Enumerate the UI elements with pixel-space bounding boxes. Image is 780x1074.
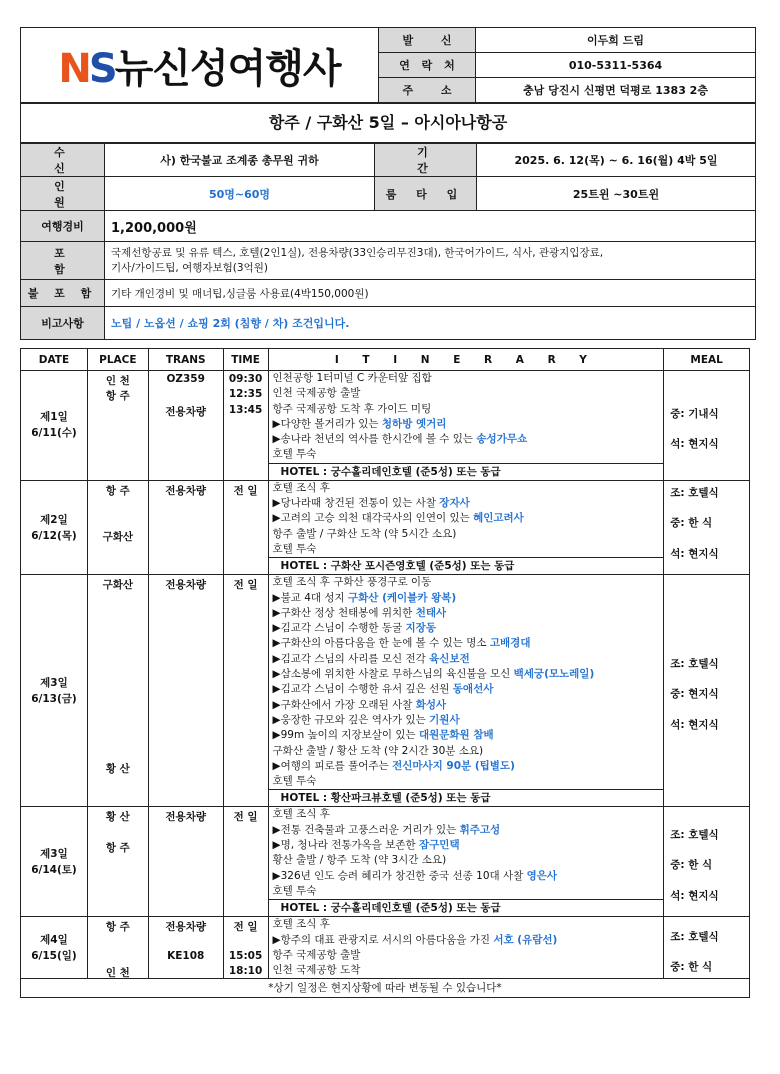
place: 인 천 bbox=[105, 967, 130, 980]
itinerary-line bbox=[273, 774, 660, 789]
itinerary-line bbox=[273, 371, 660, 386]
meal: 조: 호텔식 bbox=[670, 828, 719, 841]
itinerary-text: 호텔 조식 후 bbox=[272, 918, 330, 931]
place-cell bbox=[87, 807, 148, 917]
place-header: PLACE bbox=[87, 349, 148, 371]
place: 항 주 bbox=[105, 921, 130, 934]
hotel-line: HOTEL : 구화산 포시즌영호텔 (준5성) 또는 동급 bbox=[269, 557, 664, 574]
include-line-1: 국제선항공료 및 유류 텍스, 호텔(2인1실), 전용차량(33인승리무진3대), 한국어가이드, 식사, 관광지입장료, bbox=[111, 246, 604, 259]
itinerary-text: ▶여행의 피로를 풀어주는 bbox=[272, 759, 393, 772]
schedule-header-row bbox=[21, 349, 750, 371]
itinerary-text: ▶99m 높이의 지장보살이 있는 bbox=[272, 729, 419, 742]
header-table bbox=[20, 27, 756, 103]
schedule-day-row bbox=[21, 917, 750, 979]
meal-header: MEAL bbox=[664, 349, 750, 371]
meal: 석: 현지식 bbox=[670, 889, 719, 902]
itinerary-text: 호텔 투숙 bbox=[272, 542, 317, 555]
sender-value: 이두희 드림 bbox=[476, 28, 756, 53]
note-value: 노팁 / 노옵션 / 쇼핑 2회 (침향 / 차) 조건입니다. bbox=[105, 307, 756, 340]
transport-cell bbox=[148, 575, 223, 807]
itinerary-text: ▶구화산의 아름다움을 한 눈에 볼 수 있는 명소 bbox=[272, 637, 490, 650]
day-date bbox=[21, 917, 88, 979]
include-line-2: 기사/가이드팁, 여행자보험(3억원) bbox=[111, 261, 268, 274]
meal: 조: 호텔식 bbox=[670, 657, 719, 670]
itinerary-highlight: 송성가무쇼 bbox=[476, 433, 528, 446]
place-cell bbox=[87, 917, 148, 979]
itinerary-line bbox=[273, 636, 660, 651]
itinerary-highlight: 청하방 옛거리 bbox=[381, 417, 447, 430]
itinerary-line bbox=[273, 432, 660, 447]
include-label: 포 함 bbox=[21, 242, 105, 280]
schedule-day-row bbox=[21, 575, 750, 807]
itinerary-text: ▶고려의 고승 의천 대각국사의 인연이 있는 bbox=[272, 512, 474, 525]
itinerary-line bbox=[273, 963, 660, 978]
people-value: 50명~60명 bbox=[105, 177, 375, 211]
note-label: 비고사항 bbox=[21, 307, 105, 340]
transport: OZ359 bbox=[166, 373, 205, 385]
time-cell bbox=[223, 807, 268, 917]
day-calendar-date: 6/12(목) bbox=[31, 529, 77, 542]
itinerary-text: ▶삼소봉에 위치한 사찰로 무하스님의 육신불을 모신 bbox=[272, 668, 514, 681]
schedule-day-row bbox=[21, 480, 750, 574]
itinerary-highlight: 구화산 (케이블카 왕복) bbox=[348, 591, 457, 604]
place: 항 주 bbox=[105, 484, 130, 497]
itinerary-line bbox=[273, 759, 660, 774]
day-calendar-date: 6/14(토) bbox=[31, 863, 77, 876]
day-date bbox=[21, 371, 88, 481]
day-number: 제2일 bbox=[40, 513, 68, 526]
transport: 전용차량 bbox=[165, 405, 206, 418]
itinerary-text: 호텔 조식 후 bbox=[272, 808, 330, 821]
day-number: 제4일 bbox=[40, 933, 68, 946]
meal-cell bbox=[664, 807, 750, 917]
meal: 중: 현지식 bbox=[670, 688, 719, 701]
sender-label: 발 신 bbox=[379, 28, 476, 53]
itinerary-highlight: 전신마사지 90분 (팁별도) bbox=[392, 759, 515, 772]
place: 항 주 bbox=[105, 842, 130, 855]
itinerary-line bbox=[273, 606, 660, 621]
place: 구화산 bbox=[102, 579, 134, 592]
hotel-line: HOTEL : 궁수홀리데인호텔 (준5성) 또는 동급 bbox=[269, 899, 664, 916]
meal: 석: 현지식 bbox=[670, 547, 719, 560]
transport: 전용차량 bbox=[165, 484, 206, 497]
itinerary-highlight: 지장동 bbox=[405, 622, 436, 635]
cost-label: 여행경비 bbox=[21, 211, 105, 242]
day-number: 제1일 bbox=[40, 411, 68, 424]
itinerary-text: ▶항주의 대표 관광지로 서시의 아름다움을 가진 bbox=[272, 933, 494, 946]
itinerary-line bbox=[273, 744, 660, 759]
place: 구화산 bbox=[102, 530, 134, 543]
itinerary-text: 호텔 투숙 bbox=[272, 448, 317, 461]
itinerary-highlight: 화성사 bbox=[415, 698, 447, 711]
itinerary-text: ▶326년 인도 승려 혜리가 창건한 중국 선종 10대 사찰 bbox=[272, 869, 527, 882]
itinerary-line bbox=[273, 838, 660, 853]
itinerary-text: 호텔 조식 후 bbox=[272, 481, 330, 494]
time-header: TIME bbox=[223, 349, 268, 371]
day-date bbox=[21, 575, 88, 807]
time: 18:10 bbox=[228, 965, 263, 978]
schedule-day-row bbox=[21, 371, 750, 481]
itinerary-line bbox=[273, 527, 660, 542]
place: 황 산 bbox=[105, 811, 130, 824]
time-cell bbox=[223, 371, 268, 481]
itinerary-text: ▶구화산 정상 천태봉에 위치한 bbox=[272, 606, 416, 619]
time: 13:45 bbox=[228, 403, 263, 416]
itinerary-line bbox=[273, 917, 660, 932]
meal: 중: 한 식 bbox=[670, 517, 713, 530]
day-number: 제3일 bbox=[40, 847, 68, 860]
schedule-day-row bbox=[21, 807, 750, 917]
place-cell bbox=[87, 371, 148, 481]
itinerary-text: 호텔 투숙 bbox=[272, 884, 317, 897]
info-table bbox=[20, 143, 756, 340]
itinerary-text: 황산 출발 / 항주 도착 (약 3시간 소요) bbox=[272, 854, 447, 867]
itinerary-highlight: 잠구민택 bbox=[419, 839, 460, 852]
itinerary-highlight: 영은사 bbox=[526, 869, 558, 882]
itinerary-line bbox=[273, 402, 660, 417]
recipient-value: 사) 한국불교 조계종 총무원 귀하 bbox=[105, 144, 375, 177]
itinerary-line bbox=[273, 386, 660, 401]
meal-cell bbox=[664, 575, 750, 807]
itinerary-text: 항주 출발 / 구화산 도착 (약 5시간 소요) bbox=[272, 527, 457, 540]
itinerary-line bbox=[273, 884, 660, 899]
itinerary-highlight: 휘주고성 bbox=[459, 823, 501, 836]
transport-cell bbox=[148, 371, 223, 481]
place: 인 천 bbox=[105, 375, 130, 387]
day-calendar-date: 6/13(금) bbox=[31, 692, 77, 705]
transport-cell bbox=[148, 807, 223, 917]
time: 12:35 bbox=[228, 388, 263, 401]
hotel-line: HOTEL : 궁수홀리데인호텔 (준5성) 또는 동급 bbox=[269, 463, 664, 480]
day-calendar-date: 6/15(일) bbox=[31, 949, 77, 962]
itinerary-highlight: 서호 (유람선) bbox=[493, 933, 558, 946]
place-cell bbox=[87, 575, 148, 807]
itinerary-line bbox=[273, 496, 660, 511]
schedule-table bbox=[20, 348, 750, 998]
itinerary-text: 인천공항 1터미널 C 카운터앞 집합 bbox=[272, 372, 432, 384]
transport: 전용차량 bbox=[165, 921, 206, 934]
itinerary-highlight: 기원사 bbox=[429, 713, 460, 726]
itinerary-line bbox=[273, 667, 660, 682]
itinerary-highlight: 육신보전 bbox=[429, 652, 470, 665]
itinerary-line bbox=[273, 682, 660, 697]
exclude-value: 기타 개인경비 및 매너팁,싱글룸 사용료(4박150,000원) bbox=[105, 280, 756, 307]
place: 황 산 bbox=[105, 762, 130, 775]
itinerary-highlight: 고배경대 bbox=[489, 637, 531, 650]
itinerary-text: ▶구화산에서 가장 오래된 사찰 bbox=[272, 698, 416, 711]
itinerary-text: ▶송나라 천년의 역사를 한시간에 볼 수 있는 bbox=[272, 433, 477, 446]
schedule-footer-note: *상기 일정은 현지상황에 따라 변동될 수 있습니다* bbox=[21, 979, 750, 998]
time-cell bbox=[223, 575, 268, 807]
itinerary-cell bbox=[268, 807, 664, 917]
include-value bbox=[105, 242, 756, 280]
itinerary-line bbox=[273, 575, 660, 590]
itinerary-text: ▶웅장한 규모와 깊은 역사가 있는 bbox=[272, 713, 430, 726]
trans-header: TRANS bbox=[148, 349, 223, 371]
hotel-line: HOTEL : 황산파크뷰호텔 (준5성) 또는 동급 bbox=[269, 789, 664, 806]
itinerary-header: I T I N E R A R Y bbox=[268, 349, 664, 371]
itinerary-cell bbox=[268, 371, 664, 481]
itinerary-text: 항주 국제공항 출발 bbox=[272, 948, 361, 961]
itinerary-highlight: 백세궁(모노레일) bbox=[513, 668, 595, 681]
meal: 조: 호텔식 bbox=[670, 930, 719, 943]
tour-title: 항주 / 구화산 5일 – 아시아나항공 bbox=[20, 103, 756, 143]
period-value: 2025. 6. 12(목) ~ 6. 16(월) 4박 5일 bbox=[477, 144, 756, 177]
time-cell bbox=[223, 917, 268, 979]
itinerary-text: ▶명, 청나라 전통가옥을 보존한 bbox=[272, 839, 420, 852]
itinerary-text: ▶불교 4대 성지 bbox=[272, 591, 349, 604]
meal: 석: 현지식 bbox=[670, 718, 719, 731]
room-type-value: 25트윈 ~30트윈 bbox=[477, 177, 756, 211]
itinerary-line bbox=[273, 621, 660, 636]
itinerary-line bbox=[273, 728, 660, 743]
transport: 전용차량 bbox=[165, 811, 206, 824]
itinerary-text: ▶김교각 스님의 사리를 모신 전각 bbox=[272, 652, 430, 665]
people-label: 인 원 bbox=[21, 177, 105, 211]
recipient-label: 수 신 bbox=[21, 144, 105, 177]
itinerary-line bbox=[273, 511, 660, 526]
itinerary-line bbox=[273, 853, 660, 868]
itinerary-line bbox=[273, 542, 660, 557]
meal: 석: 현지식 bbox=[670, 438, 719, 451]
meal-cell bbox=[664, 371, 750, 481]
exclude-label: 불 포 함 bbox=[21, 280, 105, 307]
transport: KE108 bbox=[167, 949, 205, 962]
itinerary-line bbox=[273, 481, 660, 496]
itinerary-text: ▶김교각 스님이 수행한 유서 깊은 선원 bbox=[272, 683, 453, 696]
time: 09:30 bbox=[228, 373, 263, 385]
time: 전 일 bbox=[233, 579, 258, 592]
place-cell bbox=[87, 480, 148, 574]
meal: 조: 호텔식 bbox=[670, 486, 719, 499]
itinerary-text: 구화산 출발 / 황산 도착 (약 2시간 30분 소요) bbox=[272, 744, 484, 757]
contact-value: 010-5311-5364 bbox=[476, 53, 756, 78]
address-value: 충남 당진시 신평면 덕평로 1383 2층 bbox=[476, 78, 756, 103]
itinerary-text: 호텔 조식 후 구화산 풍경구로 이동 bbox=[272, 576, 432, 589]
itinerary-text: 항주 국제공항 도착 후 가이드 미팅 bbox=[272, 402, 432, 415]
company-logo bbox=[21, 28, 379, 103]
address-label: 주 소 bbox=[379, 78, 476, 103]
contact-label: 연 락 처 bbox=[379, 53, 476, 78]
itinerary-highlight: 천태사 bbox=[415, 606, 447, 619]
meal: 중: 한 식 bbox=[670, 859, 713, 872]
date-header: DATE bbox=[21, 349, 88, 371]
meal: 중: 기내식 bbox=[670, 407, 719, 420]
itinerary-text: ▶다양한 볼거리가 있는 bbox=[272, 417, 382, 430]
time-cell bbox=[223, 480, 268, 574]
itinerary-line bbox=[273, 417, 660, 432]
room-type-label: 룸 타 입 bbox=[375, 177, 477, 211]
day-date bbox=[21, 807, 88, 917]
itinerary-line bbox=[273, 698, 660, 713]
itinerary-line bbox=[273, 591, 660, 606]
meal-cell bbox=[664, 917, 750, 979]
itinerary-line bbox=[273, 948, 660, 963]
itinerary-line bbox=[273, 823, 660, 838]
itinerary-text: ▶김교각 스님이 수행한 동굴 bbox=[272, 622, 406, 635]
logo-ns: NS bbox=[58, 45, 115, 92]
time: 전 일 bbox=[233, 921, 258, 934]
transport: 전용차량 bbox=[165, 579, 206, 592]
time: 15:05 bbox=[228, 949, 263, 962]
time: 전 일 bbox=[233, 811, 258, 824]
day-calendar-date: 6/11(수) bbox=[31, 427, 77, 440]
itinerary-cell bbox=[268, 917, 664, 979]
time: 전 일 bbox=[233, 484, 258, 497]
itinerary-line bbox=[273, 807, 660, 822]
transport-cell bbox=[148, 480, 223, 574]
itinerary-line bbox=[273, 447, 660, 462]
itinerary-line bbox=[273, 869, 660, 884]
itinerary-highlight: 장자사 bbox=[439, 497, 470, 510]
itinerary-text: ▶당나라때 창건된 전통이 있는 사찰 bbox=[272, 497, 440, 510]
meal: 중: 한 식 bbox=[670, 961, 713, 974]
itinerary-highlight: 혜인고려사 bbox=[473, 512, 524, 525]
day-number: 제3일 bbox=[40, 676, 68, 689]
itinerary-highlight: 동애선사 bbox=[452, 683, 494, 696]
itinerary-line bbox=[273, 652, 660, 667]
itinerary-highlight: 대원문화원 참배 bbox=[418, 729, 494, 742]
place: 항 주 bbox=[105, 390, 130, 403]
period-label: 기 간 bbox=[375, 144, 477, 177]
itinerary-cell bbox=[268, 480, 664, 574]
transport-cell bbox=[148, 917, 223, 979]
itinerary-line bbox=[273, 933, 660, 948]
itinerary-line bbox=[273, 713, 660, 728]
itinerary-text: ▶전통 건축물과 고풍스러운 거리가 있는 bbox=[272, 823, 460, 836]
meal-cell bbox=[664, 480, 750, 574]
day-date bbox=[21, 480, 88, 574]
itinerary-text: 인천 국제공항 출발 bbox=[272, 387, 361, 400]
itinerary-text: 인천 국제공항 도착 bbox=[272, 964, 361, 977]
itinerary-cell bbox=[268, 575, 664, 807]
itinerary-text: 호텔 투숙 bbox=[272, 775, 317, 788]
cost-value: 1,200,000원 bbox=[105, 211, 756, 242]
logo-company-name: 뉴신성여행사 bbox=[114, 45, 341, 92]
